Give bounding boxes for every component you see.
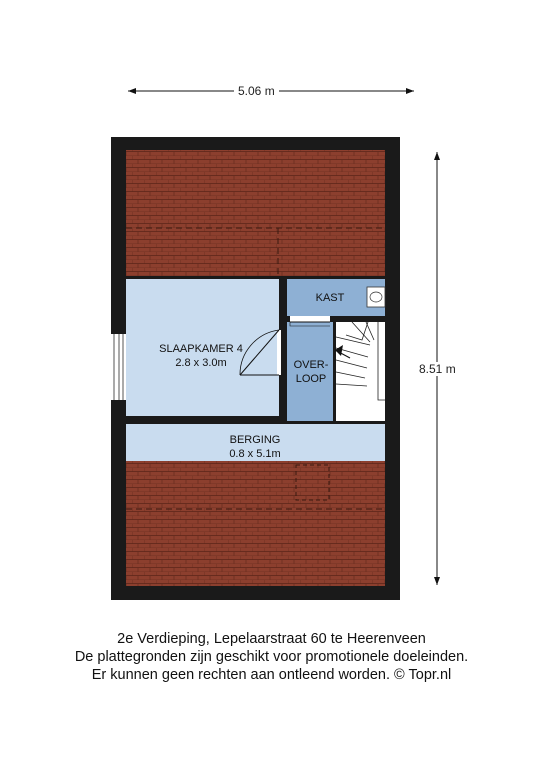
overloop-label bbox=[290, 358, 332, 386]
height-dimension-label: 8.51 m bbox=[415, 362, 460, 376]
caption-line1: 2e Verdieping, Lepelaarstraat 60 te Heerenveen bbox=[117, 631, 426, 647]
slaapkamer-name: SLAAPKAMER 4 bbox=[159, 343, 243, 355]
roof-tiles-top bbox=[126, 150, 385, 276]
berging-name: BERGING bbox=[229, 434, 281, 446]
berging-label bbox=[190, 433, 320, 461]
roof-tiles-bottom bbox=[126, 461, 385, 586]
slaapkamer-label bbox=[146, 342, 256, 370]
width-dimension-label: 5.06 m bbox=[234, 84, 279, 98]
kast-label: KAST bbox=[315, 292, 345, 304]
berging-size: 0.8 x 5.1m bbox=[229, 448, 281, 460]
slaapkamer-size: 2.8 x 3.0m bbox=[175, 357, 227, 369]
overloop-name-line1: OVER- bbox=[293, 359, 329, 371]
caption-line3: Er kunnen geen rechten aan ontleend worden. © Topr.nl bbox=[91, 667, 452, 683]
caption-line2: De plattegronden zijn geschikt voor promotionele doeleinden. bbox=[74, 649, 469, 665]
sink-icon bbox=[367, 287, 385, 307]
overloop-name-line2: LOOP bbox=[295, 373, 327, 385]
window-left bbox=[110, 334, 126, 400]
